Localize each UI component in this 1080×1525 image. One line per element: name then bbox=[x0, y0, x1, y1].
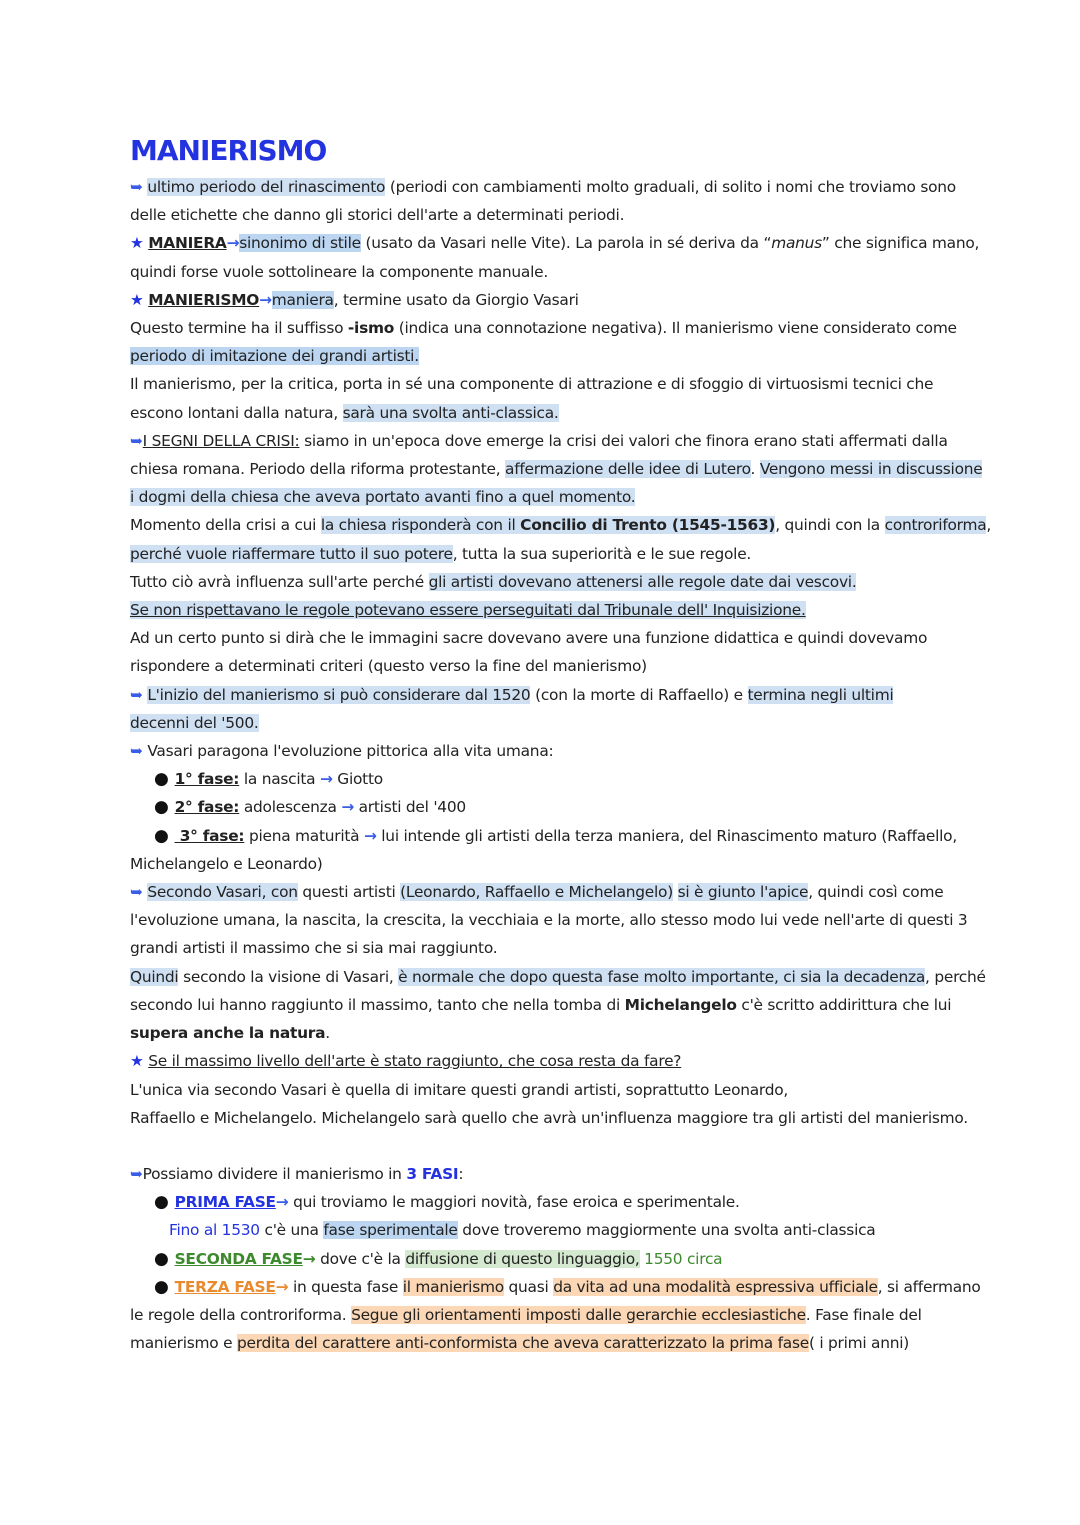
text-line: Quindi secondo la visione di Vasari, è normale che dopo questa fase molto importante, ci sia la decadenza, perché bbox=[130, 967, 986, 986]
bullet-icon: ● bbox=[154, 1192, 169, 1213]
text-line: ★ Se il massimo livello dell'arte è stato raggiunto, che cosa resta da fare? bbox=[130, 1052, 682, 1071]
text-line: Momento della crisi a cui la chiesa risponderà con il Concilio di Trento (1545-1563), quindi con la controriforma, bbox=[130, 516, 992, 535]
right-arrow-icon: → bbox=[302, 1249, 316, 1268]
text-line: perché vuole riaffermare tutto il suo potere, tutta la sua superiorità e le sue regole. bbox=[130, 544, 752, 563]
right-arrow-icon: → bbox=[226, 234, 240, 253]
right-arrow-icon: → bbox=[363, 826, 377, 845]
text-line: ➥I SEGNI DELLA CRISI: siamo in un'epoca dove emerge la crisi dei valori che finora erano stati affermati dalla bbox=[130, 431, 948, 450]
text-line: decenni del '500. bbox=[130, 713, 259, 732]
text-line: Ad un certo punto si dirà che le immagini sacre dovevano avere una funzione didattica e quindi dovevamo bbox=[130, 629, 928, 648]
star-icon: ★ bbox=[130, 290, 144, 309]
text-line: Il manierismo, per la critica, porta in sé una componente di attrazione e di sfoggio di virtuosismi tecnici che bbox=[130, 375, 934, 394]
text-line: quindi forse vuole sottolineare la componente manuale. bbox=[130, 262, 548, 281]
right-arrow-icon: → bbox=[275, 1277, 289, 1296]
text-line: ➥ Secondo Vasari, con questi artisti (Leonardo, Raffaello e Michelangelo) si è giunto l'apice, quindi così come bbox=[130, 883, 944, 902]
text-line: l'evoluzione umana, la nascita, la crescita, la vecchiaia e la morte, allo stesso modo lui vede nell'arte di questi 3 bbox=[130, 911, 968, 930]
text-line: Tutto ciò avrà influenza sull'arte perché gli artisti dovevano attenersi alle regole date dai vescovi. bbox=[130, 572, 857, 591]
arrow-icon: ➥ bbox=[130, 178, 143, 196]
list-item: ● TERZA FASE→ in questa fase il manierismo quasi da vita ad una modalità espressiva ufficiale, si affermano bbox=[154, 1276, 981, 1297]
list-item: ● 1° fase: la nascita → Giotto bbox=[154, 769, 383, 790]
list-item: ● PRIMA FASE→ qui troviamo le maggiori novità, fase eroica e sperimentale. bbox=[154, 1192, 740, 1213]
text-line: Raffaello e Michelangelo. Michelangelo sarà quello che avrà un'influenza maggiore tra gli artisti del manierismo. bbox=[130, 1108, 968, 1127]
star-icon: ★ bbox=[130, 1052, 144, 1071]
text-line: L'unica via secondo Vasari è quella di imitare questi grandi artisti, soprattutto Leonardo, bbox=[130, 1080, 789, 1099]
right-arrow-icon: → bbox=[320, 770, 333, 789]
text-line: ➥ Vasari paragona l'evoluzione pittorica alla vita umana: bbox=[130, 742, 554, 761]
text-line: rispondere a determinati criteri (questo verso la fine del manierismo) bbox=[130, 657, 647, 676]
arrow-icon: ➥ bbox=[130, 685, 143, 704]
text-line: ➥Possiamo dividere il manierismo in 3 FASI: bbox=[130, 1164, 464, 1183]
star-icon: ★ bbox=[130, 234, 144, 253]
text-line: Michelangelo e Leonardo) bbox=[130, 854, 323, 873]
text-line: grandi artisti il massimo che si sia mai raggiunto. bbox=[130, 939, 498, 958]
list-item: ● 2° fase: adolescenza → artisti del '400 bbox=[154, 797, 466, 818]
list-item: ● 3° fase: piena maturità → lui intende gli artisti della terza maniera, del Rinascimento maturo (Raffaello, bbox=[154, 825, 957, 846]
text-line: delle etichette che danno gli storici dell'arte a determinati periodi. bbox=[130, 206, 625, 225]
bullet-icon: ● bbox=[154, 1248, 169, 1269]
bullet-icon: ● bbox=[154, 797, 169, 818]
spacer bbox=[130, 1132, 960, 1160]
text-line: i dogmi della chiesa che aveva portato avanti fino a quel momento. bbox=[130, 488, 636, 507]
text-line: ➥ L'inizio del manierismo si può considerare dal 1520 (con la morte di Raffaello) e termina negli ultimi bbox=[130, 685, 894, 704]
list-item: ● SECONDA FASE→ dove c'è la diffusione di questo linguaggio, 1550 circa bbox=[154, 1248, 723, 1269]
right-arrow-icon: → bbox=[341, 798, 354, 817]
text-line: ➥ ultimo periodo del rinascimento (periodi con cambiamenti molto graduali, di solito i nomi che troviamo sono bbox=[130, 178, 956, 196]
text-line: le regole della controriforma. Segue gli orientamenti imposti dalle gerarchie ecclesiastiche. Fase finale del bbox=[130, 1305, 922, 1324]
bullet-icon: ● bbox=[154, 825, 169, 846]
arrow-icon: ➥ bbox=[130, 1164, 143, 1183]
bullet-icon: ● bbox=[154, 769, 169, 790]
list-item-text: Fino al 1530 c'è una fase sperimentale dove troveremo maggiormente una svolta anti-classica bbox=[169, 1221, 876, 1240]
text-line: ★ MANIERISMO→maniera, termine usato da Giorgio Vasari bbox=[130, 290, 579, 309]
text-line: chiesa romana. Periodo della riforma protestante, affermazione delle idee di Lutero. Vengono messi in discussione bbox=[130, 460, 983, 479]
text-line: supera anche la natura. bbox=[130, 1024, 330, 1043]
text-line: manierismo e perdita del carattere anti-conformista che aveva caratterizzato la prima fase( i primi anni) bbox=[130, 1334, 910, 1353]
page-title: MANIERISMO bbox=[130, 134, 327, 167]
text-line: Se non rispettavano le regole potevano essere perseguitati dal Tribunale dell' Inquisizione. bbox=[130, 601, 806, 620]
text-line: ★ MANIERA→sinonimo di stile (usato da Vasari nelle Vite). La parola in sé deriva da “manus” che significa mano, bbox=[130, 234, 980, 253]
text-line: periodo di imitazione dei grandi artisti. bbox=[130, 347, 419, 366]
right-arrow-icon: → bbox=[259, 290, 272, 309]
text-line: secondo lui hanno raggiunto il massimo, tanto che nella tomba di Michelangelo c'è scritto addirittura che lui bbox=[130, 995, 952, 1014]
text-line: escono lontani dalla natura, sarà una svolta anti-classica. bbox=[130, 403, 559, 422]
arrow-icon: ➥ bbox=[130, 883, 143, 902]
text-line: Questo termine ha il suffisso -ismo (indica una connotazione negativa). Il manierismo viene considerato come bbox=[130, 319, 957, 338]
arrow-icon: ➥ bbox=[130, 431, 143, 450]
bullet-icon: ● bbox=[154, 1276, 169, 1297]
arrow-icon: ➥ bbox=[130, 742, 143, 761]
right-arrow-icon: → bbox=[275, 1193, 289, 1212]
